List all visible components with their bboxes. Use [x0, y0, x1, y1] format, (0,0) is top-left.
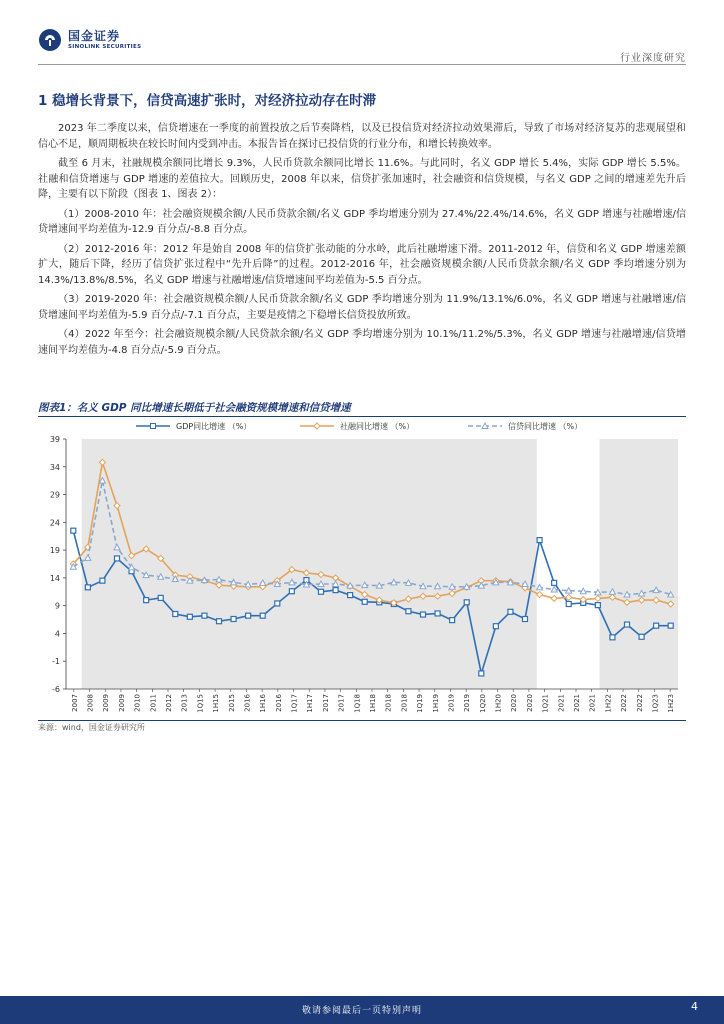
x-tick-label: 2021 — [588, 694, 597, 712]
x-tick-label: 1Q20 — [478, 694, 487, 713]
x-tick-label: 2015 — [227, 694, 236, 712]
legend-label-1: GDP同比增速 （%） — [176, 422, 252, 431]
x-tick-label: 1H23 — [667, 694, 676, 713]
x-tick-label: 2009 — [102, 694, 111, 712]
x-tick-label: 1H17 — [306, 694, 315, 713]
paragraph: （3）2019-2020 年：社会融资规模余额/人民币贷款余额/名义 GDP 季均增速分别为 11.9%/13.1%/6.0%，名义 GDP 增速与社融增速/信贷增速间平均差值为-5.9 百分点/-7.1 百分点，主要是疫情之下稳增长信贷投放所致。 — [38, 294, 686, 321]
report-category: 行业深度研究 — [620, 53, 686, 64]
page-number: 4 — [691, 1000, 698, 1013]
data-point-gdp — [187, 614, 192, 619]
y-tick-label: 9 — [54, 601, 60, 611]
x-tick-label: 2016 — [243, 694, 252, 712]
x-tick-label: 2021 — [557, 694, 566, 712]
y-tick-label: 14 — [49, 573, 60, 583]
body-text — [38, 121, 686, 362]
data-point-gdp — [464, 600, 469, 605]
legend-label-3: 信贷同比增速 （%） — [508, 422, 583, 431]
data-point-gdp — [654, 623, 659, 628]
shaded-period-band — [600, 439, 678, 689]
data-point-gdp — [406, 609, 411, 614]
data-point-gdp — [217, 619, 222, 624]
data-point-gdp — [362, 599, 367, 604]
data-point-gdp — [508, 609, 513, 614]
data-point-gdp — [537, 538, 542, 543]
data-point-gdp — [479, 671, 484, 676]
figure-source: 来源：wind，国金证券研究所 — [38, 723, 145, 732]
x-tick-label: 1H22 — [604, 694, 613, 713]
chart-svg — [38, 417, 686, 719]
data-point-gdp — [333, 588, 338, 593]
y-tick-label: 19 — [49, 546, 60, 556]
data-point-gdp — [450, 618, 455, 623]
paragraph: （2）2012-2016 年：2012 年是始自 2008 年的信贷扩张动能的分水岭，此后社融增速下滑。2011-2012 年，信贷和名义 GDP 增速差额扩大，随后下降，经历了信贷扩张过程中“先升后降”的过程。2012-2016 年，社会融资规模余额/人民币贷款余额/名义 GDP 季均增速分别为 14.3%/13.8%/8.5%，名义 GDP 增速与社融增速/信贷增速间平均差值为-5.5 百分点。 — [38, 243, 686, 286]
y-tick-label: 39 — [49, 435, 60, 444]
data-point-gdp — [421, 612, 426, 617]
x-tick-label: 1H20 — [494, 694, 503, 713]
x-tick-label: 2017 — [337, 694, 346, 712]
data-point-gdp — [348, 593, 353, 598]
x-tick-label: 2017 — [321, 694, 330, 712]
data-point-gdp — [639, 634, 644, 639]
x-tick-label: 1Q19 — [416, 694, 425, 713]
paragraph: （4）2022 年至今：社会融资规模余额/人民贷款余额/名义 GDP 季均增速分别为 10.1%/11.2%/5.3%，名义 GDP 增速与社融增速/信贷增速间平均差值为-4.8 百分点/-5.9 百分点。 — [38, 329, 686, 356]
logo-english-name: SINOLINK SECURITIES — [68, 43, 142, 50]
x-tick-label: 1H18 — [369, 694, 377, 713]
x-tick-label: 2012 — [165, 694, 173, 712]
x-tick-label: 2020 — [525, 694, 534, 712]
x-tick-label: 1Q17 — [290, 694, 299, 713]
data-point-gdp — [158, 595, 163, 600]
data-point-gdp — [552, 580, 557, 585]
x-tick-label: 2009 — [117, 694, 126, 712]
data-point-gdp — [275, 601, 280, 606]
section-title: 1 稳增长背景下，信贷高速扩张时，对经济拉动存在时滞 — [38, 93, 377, 109]
x-tick-label: 2019 — [463, 694, 472, 712]
data-point-gdp — [246, 613, 251, 618]
data-point-gdp — [71, 528, 76, 533]
footer-disclaimer: 敬请参阅最后一页特别声明 — [301, 1006, 422, 1016]
line-chart — [38, 417, 686, 719]
figure-title: 图表1：名义 GDP 同比增速长期低于社会融资规模增速和信贷增速 — [38, 402, 351, 414]
paragraph: 截至 6 月末，社融规模余额同比增长 9.3%，人民币贷款余额同比增长 11.6%。与此同时，名义 GDP 增长 5.4%，实际 GDP 增长 5.5%。社融和信贷增速与 GDP 增速的差值拉大。回顾历史，2008 年以来，信贷扩张加速时，社会融资和信贷规模，与名义 GDP 之间的增速差先升后降，主要有以下阶段（图表 1、图表 2）： — [38, 158, 686, 200]
x-tick-label: 2008 — [86, 694, 95, 712]
company-logo — [38, 28, 141, 52]
logo-chinese-name: 国金证券 — [68, 28, 121, 43]
data-point-gdp — [289, 589, 294, 594]
data-point-gdp — [566, 602, 571, 607]
x-tick-label: 2016 — [274, 694, 283, 712]
paragraph: （1）2008-2010 年：社会融资规模余额/人民币贷款余额/名义 GDP 季均增速分别为 27.4%/22.4%/14.6%，名义 GDP 增速与社融增速/信贷增速间平均差值为-12.9 百分点/-8.8 百分点。 — [38, 208, 686, 235]
data-point-gdp — [625, 622, 630, 627]
data-point-gdp — [85, 585, 90, 590]
paragraph: 2023 年二季度以来，信贷增速在一季度的前置投放之后节奏降档，以及已投信贷对经济拉动效果滞后，导致了市场对经济复苏的悲观展望和信心不足，顺周期板块在较长时间内受到冲击。本报告旨在探讨已投信贷的行业分布，和增长转换效率。 — [38, 123, 686, 150]
data-point-tsf — [537, 592, 543, 598]
x-tick-label: 1Q21 — [541, 694, 550, 713]
x-tick-label: 2019 — [447, 694, 456, 712]
x-tick-label: 1H15 — [212, 694, 221, 713]
data-point-gdp — [202, 613, 207, 618]
data-point-tsf — [566, 594, 572, 600]
y-tick-label: 34 — [49, 462, 60, 472]
data-point-gdp — [115, 556, 120, 561]
y-tick-label: -6 — [52, 685, 60, 694]
header-divider — [38, 64, 686, 65]
x-tick-label: 2021 — [573, 694, 581, 712]
x-tick-label: 1Q23 — [651, 694, 660, 713]
sinolink-logo-icon — [38, 28, 62, 52]
y-tick-label: 4 — [54, 629, 60, 639]
y-tick-label: 29 — [49, 490, 60, 500]
figure-bottom-rule — [38, 720, 686, 721]
legend-label-2: 社融同比增速 （%） — [340, 422, 415, 431]
data-point-gdp — [100, 578, 105, 583]
x-tick-label: 2010 — [133, 694, 142, 712]
x-tick-label: 2007 — [70, 694, 79, 712]
x-tick-label: 2020 — [510, 694, 519, 712]
y-tick-label: -1 — [52, 657, 60, 667]
x-tick-label: 1H19 — [431, 694, 440, 713]
x-tick-label: 2022 — [635, 694, 644, 712]
x-tick-label: 2011 — [149, 694, 158, 712]
data-point-gdp — [595, 603, 600, 608]
shaded-period-band — [144, 439, 536, 689]
x-tick-label: 2013 — [180, 694, 189, 712]
x-tick-label: 1Q15 — [196, 694, 205, 713]
x-tick-label: 2018 — [384, 694, 393, 712]
x-tick-label: 2018 — [400, 694, 409, 712]
x-tick-label: 1H16 — [259, 694, 268, 713]
data-point-gdp — [144, 598, 149, 603]
x-tick-label: 1Q18 — [353, 694, 362, 713]
data-point-tsf — [551, 595, 557, 601]
data-point-gdp — [610, 635, 615, 640]
data-point-gdp — [435, 611, 440, 616]
data-point-gdp — [231, 617, 236, 622]
y-tick-label: 24 — [49, 518, 60, 528]
x-tick-label: 2022 — [620, 694, 629, 712]
data-point-gdp — [523, 617, 528, 622]
data-point-gdp — [668, 623, 673, 628]
data-point-gdp — [260, 613, 265, 618]
data-point-gdp — [493, 624, 498, 629]
data-point-gdp — [173, 612, 178, 617]
legend-marker-square — [151, 424, 156, 429]
data-point-gdp — [319, 589, 324, 594]
legend-marker-diamond — [314, 423, 320, 429]
